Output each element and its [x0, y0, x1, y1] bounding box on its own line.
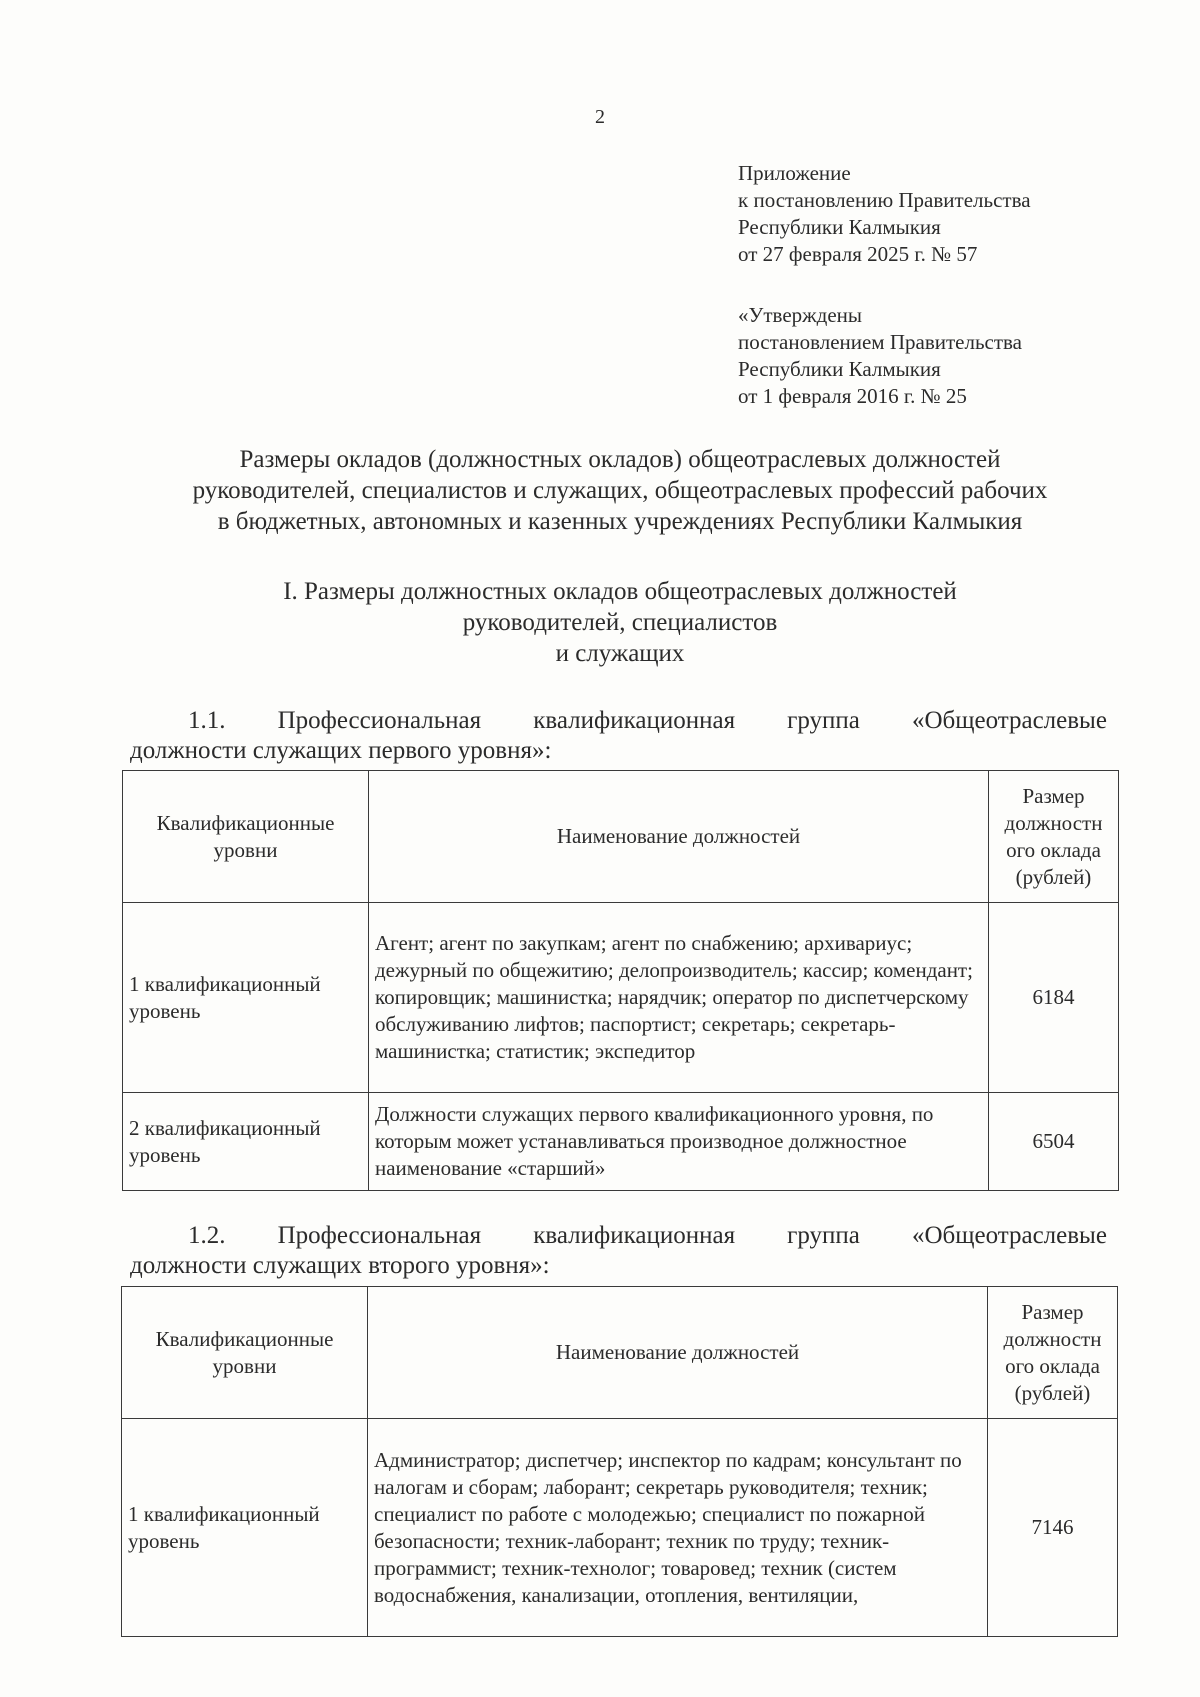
- appendix-line: от 27 февраля 2025 г. № 57: [738, 242, 978, 266]
- group-heading-1-1: [130, 706, 1107, 766]
- approved-line: от 1 февраля 2016 г. № 25: [738, 384, 967, 408]
- section-line: I. Размеры должностных окладов общеотраслевых должностей: [283, 578, 957, 605]
- title-line: руководителей, специалистов и служащих, общеотраслевых профессий рабочих: [192, 477, 1048, 504]
- group-heading-line: должности служащих первого уровня»:: [130, 737, 552, 764]
- qualification-level: 2 квалификационный уровень: [123, 1093, 369, 1191]
- approved-line: постановлением Правительства: [738, 330, 1023, 354]
- header-positions: Наименование должностей: [368, 1287, 988, 1419]
- appendix-block: [738, 160, 1031, 268]
- position-names: Администратор; диспетчер; инспектор по кадрам; консультант по налогам и сборам; лаборант; секретарь руководителя; техник; специалист по работе с молодежью; специалист по пожарной безопасности; техник-лаборант; техник по труду; техник-программист; техник-технолог; товаровед; техник (систем водоснабжения, канализации, отопления, вентиляции,: [368, 1419, 988, 1637]
- heading-word: квалификационная: [533, 707, 736, 734]
- heading-word: 1.2.: [188, 1222, 226, 1249]
- appendix-line: к постановлению Правительства: [738, 188, 1031, 212]
- table-header-row: [123, 771, 1119, 903]
- table-row: [123, 903, 1119, 1093]
- table-row: [122, 1419, 1118, 1637]
- section-line: руководителей, специалистов: [462, 609, 778, 636]
- title-line: в бюджетных, автономных и казенных учреждениях Республики Калмыкия: [217, 508, 1023, 535]
- salary-value: 6184: [989, 903, 1119, 1093]
- heading-word: группа: [787, 1222, 860, 1249]
- header-salary: Размер должностн ого оклада (рублей): [988, 1287, 1118, 1419]
- approved-block: [738, 302, 1022, 410]
- page-number: 2: [595, 106, 605, 128]
- heading-word: «Общеотраслевые: [911, 1222, 1107, 1249]
- header-salary: Размер должностн ого оклада (рублей): [989, 771, 1119, 903]
- heading-word: группа: [787, 707, 860, 734]
- table-header-row: [122, 1287, 1118, 1419]
- section-heading: [0, 576, 1200, 669]
- salary-table-1-2: [121, 1286, 1118, 1637]
- heading-word: Профессиональная: [277, 707, 482, 734]
- heading-word: квалификационная: [533, 1222, 736, 1249]
- qualification-level: 1 квалификационный уровень: [123, 903, 369, 1093]
- approved-line: Республики Калмыкия: [738, 357, 941, 381]
- group-heading-line: [130, 706, 1107, 736]
- header-levels: Квалификационные уровни: [122, 1287, 368, 1419]
- heading-word: 1.1.: [188, 707, 226, 734]
- section-line: и служащих: [555, 640, 685, 667]
- group-heading-1-2: [130, 1221, 1107, 1281]
- salary-value: 7146: [988, 1419, 1118, 1637]
- group-heading-line: должности служащих второго уровня»:: [130, 1252, 550, 1279]
- title-line: Размеры окладов (должностных окладов) общеотраслевых должностей: [239, 446, 1001, 473]
- approved-line: «Утверждены: [738, 303, 863, 327]
- heading-word: Профессиональная: [277, 1222, 482, 1249]
- appendix-line: Республики Калмыкия: [738, 215, 941, 239]
- document-title: [0, 444, 1200, 537]
- salary-table-1-1: [122, 770, 1119, 1191]
- position-names: Агент; агент по закупкам; агент по снабжению; архивариус; дежурный по общежитию; делопроизводитель; кассир; комендант; копировщик; машинистка; нарядчик; оператор по диспетчерскому обслуживанию лифтов; паспортист; секретарь; секретарь-машинистка; статистик; экспедитор: [369, 903, 989, 1093]
- header-levels: Квалификационные уровни: [123, 771, 369, 903]
- appendix-line: Приложение: [738, 161, 851, 185]
- group-heading-line: [130, 1221, 1107, 1251]
- table-row: [123, 1093, 1119, 1191]
- qualification-level: 1 квалификационный уровень: [122, 1419, 368, 1637]
- heading-word: «Общеотраслевые: [911, 707, 1107, 734]
- position-names: Должности служащих первого квалификационного уровня, по которым может устанавливаться производное должностное наименование «старший»: [369, 1093, 989, 1191]
- header-positions: Наименование должностей: [369, 771, 989, 903]
- salary-value: 6504: [989, 1093, 1119, 1191]
